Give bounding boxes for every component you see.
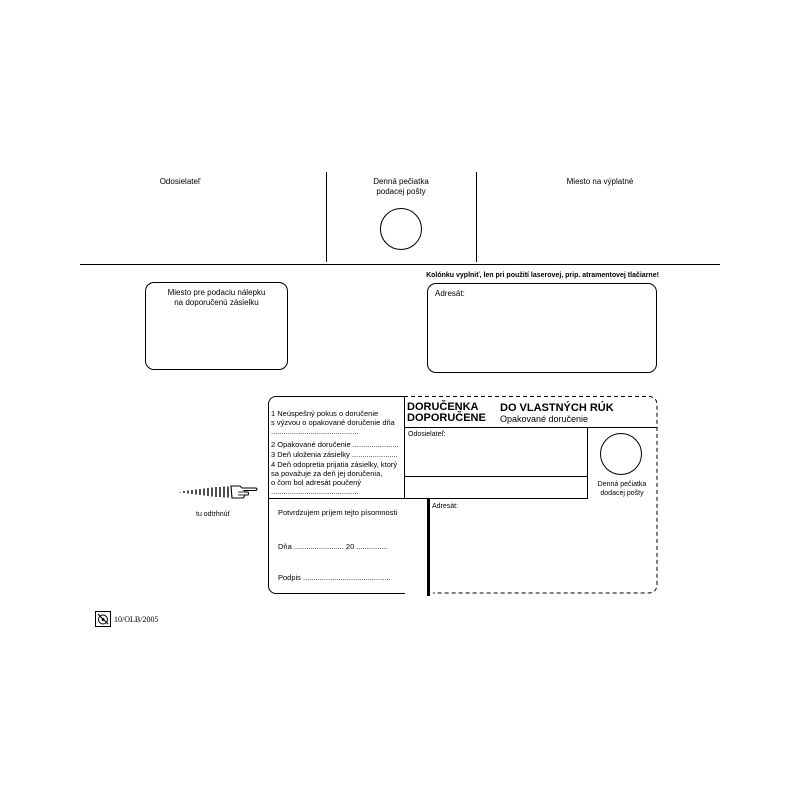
receipt-item-1a: 1 Neúspešný pokus o doručenie xyxy=(271,409,379,418)
receipt-item-1c: .......................................... xyxy=(271,427,359,436)
receipt-sender-label: Odosielateľ: xyxy=(408,431,446,438)
delivery-subtitle: Opakované doručenie xyxy=(500,414,589,424)
addressee-box xyxy=(427,283,657,373)
receipt-item-4a: 4 Deň odopretia prijatia zásielky, ktorý xyxy=(271,460,398,469)
delivery-stamp-circle xyxy=(600,433,642,475)
receipt-sender-bottom xyxy=(405,476,587,477)
receipt-item-3: 3 Deň uloženia zásielky ...................... xyxy=(271,450,398,459)
form-code: 10/OLB/2005 xyxy=(114,615,159,624)
top-horizontal-rule xyxy=(80,264,720,265)
printer-instruction: Kolónku vyplniť, len pri použití laserovej, prip. atramentovej tlačiarne! xyxy=(426,272,659,279)
sender-label: Odosielateľ xyxy=(159,177,201,186)
receipt-item-4c: o čom bol adresát poučený xyxy=(271,478,362,487)
recycle-logo-icon xyxy=(95,611,111,627)
receipt-item-1b: s výzvou o opakované doručenie dňa xyxy=(271,418,395,427)
delivery-title: DO VLASTNÝCH RÚK xyxy=(500,402,614,414)
receipt-thick-bar xyxy=(427,498,430,596)
confirm-text: Potvrdzujem príjem tejto písomnosti xyxy=(278,508,398,517)
sticker-label: Miesto pre podaciu nálepku na doporučenú zásielku xyxy=(167,288,266,307)
receipt-title-2: DOPORUČENE xyxy=(407,412,486,424)
receipt-item-2: 2 Opakované doručenie ...................... xyxy=(271,440,399,449)
receipt-addressee-top xyxy=(405,498,587,499)
receipt-title-1: DORUČENKA xyxy=(407,401,479,413)
receipt-item-4d: .......................................... xyxy=(271,487,359,496)
addressee-label: Adresát: xyxy=(435,289,465,298)
posting-stamp-label: Denná pečiatka podacej pošty xyxy=(373,177,429,196)
top-divider-right xyxy=(476,172,477,262)
receipt-header-rule xyxy=(405,427,657,428)
pointing-hand-icon xyxy=(178,482,258,502)
date-field: Dňa ........................ 20 ............... xyxy=(278,542,388,551)
delivery-stamp-label: Denná pečiatka dodacej pošty xyxy=(597,481,647,497)
posting-stamp-circle xyxy=(380,208,422,250)
receipt-item-4b: sa považuje za deň jej doručenia, xyxy=(271,469,383,478)
postage-label: Miesto na výplatné xyxy=(566,177,634,186)
tear-label: tu odtrhnúť xyxy=(196,511,231,518)
sticker-box xyxy=(145,282,288,370)
receipt-left-divider xyxy=(404,396,405,499)
signature-field: Podpis .......................................... xyxy=(278,573,391,582)
top-divider-left xyxy=(326,172,327,262)
receipt-addressee-label: Adresát: xyxy=(432,503,459,510)
receipt-left-midline xyxy=(268,498,405,499)
